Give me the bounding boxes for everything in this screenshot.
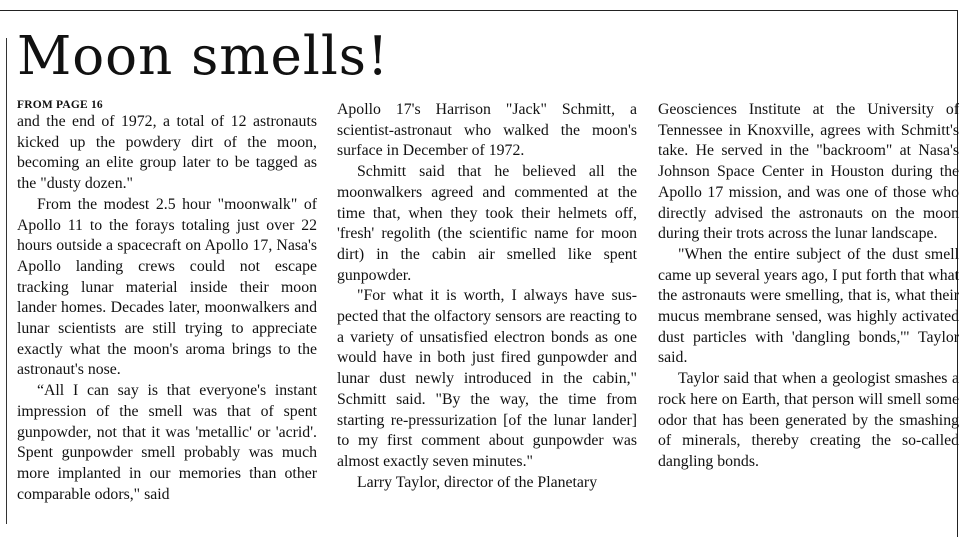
paragraph: Geosciences Institute at the University of Tennessee in Knoxville, agrees with Schmitt's take. He served in the "backroom" at Nasa's Johnson Space Center in Houston during the Apollo 17 mission, and was one of those who directly advised the astronauts on the moon during their trots across the lunar landscape. (658, 101, 959, 243)
article-column-3 (658, 100, 959, 473)
paragraph: "When the entire subject of the dust smell came up several years ago, I put forth that what the astronauts were smelling, that is, what their mucus membrane sensed, was highly activated dust particles with 'dangling bonds,'" Taylor said. (658, 245, 959, 367)
paragraph: "For what it is worth, I always have suspected that the olfactory sensors are reacting to a variety of unsatisfied electron bonds as one would have in both just fired gunpowder and lunar dust newly introduced in the cabin," Schmitt said. "By the way, the time from starting re-pressurization [of the lunar lander] to my first comment about gunpowder was almost exactly seven minutes." (337, 287, 637, 470)
continuation-kicker: FROM PAGE 16 (17, 99, 103, 111)
headline: Moon smells! (17, 26, 390, 87)
paragraph: and the end of 1972, a total of 12 astronauts kicked up the powdery dirt of the moon, becoming an elite group later to be tagged as the "dusty dozen." (17, 113, 317, 193)
paragraph: From the modest 2.5 hour "moonwalk" of Apollo 11 to the forays totaling just over 22 hours outside a spacecraft on Apollo 17, Nasa's Apollo landing crews could not escape tracking lunar material inside their moon lander homes. Decades later, moonwalkers and lunar scientists are still trying to appreciate exactly what the moon's aroma brings to the astronaut's nose. (17, 195, 317, 379)
paragraph: Apollo 17's Harrison "Jack" Schmitt, a scientist-astronaut who walked the moon's surface in December of 1972. (337, 101, 637, 160)
paragraph: Larry Taylor, director of the Planetary (357, 473, 598, 491)
paragraph: “All I can say is that everyone's instant impression of the smell was that of spent gunpowder, not that it was 'metallic' or 'acrid'. Spent gunpowder smell probably was much more implanted in our memories than other comparable odors," said (17, 382, 317, 503)
paragraph: Schmitt said that he believed all the moonwalkers agreed and commented at the time that, when they took their helmets off, 'fresh' regolith (the scientific name for moon dirt) in the cabin air smelled like spent gunpowder. (337, 163, 637, 284)
article-column-1 (17, 98, 317, 505)
top-border-rule (0, 10, 958, 11)
paragraph: Taylor said that when a geologist smashes a rock here on Earth, that person will smell some odor that has been generated by the smashing of minerals, thereby creating the so-called dangling bonds. (658, 370, 959, 470)
left-column-rule (6, 38, 7, 524)
article-column-2 (337, 100, 637, 493)
